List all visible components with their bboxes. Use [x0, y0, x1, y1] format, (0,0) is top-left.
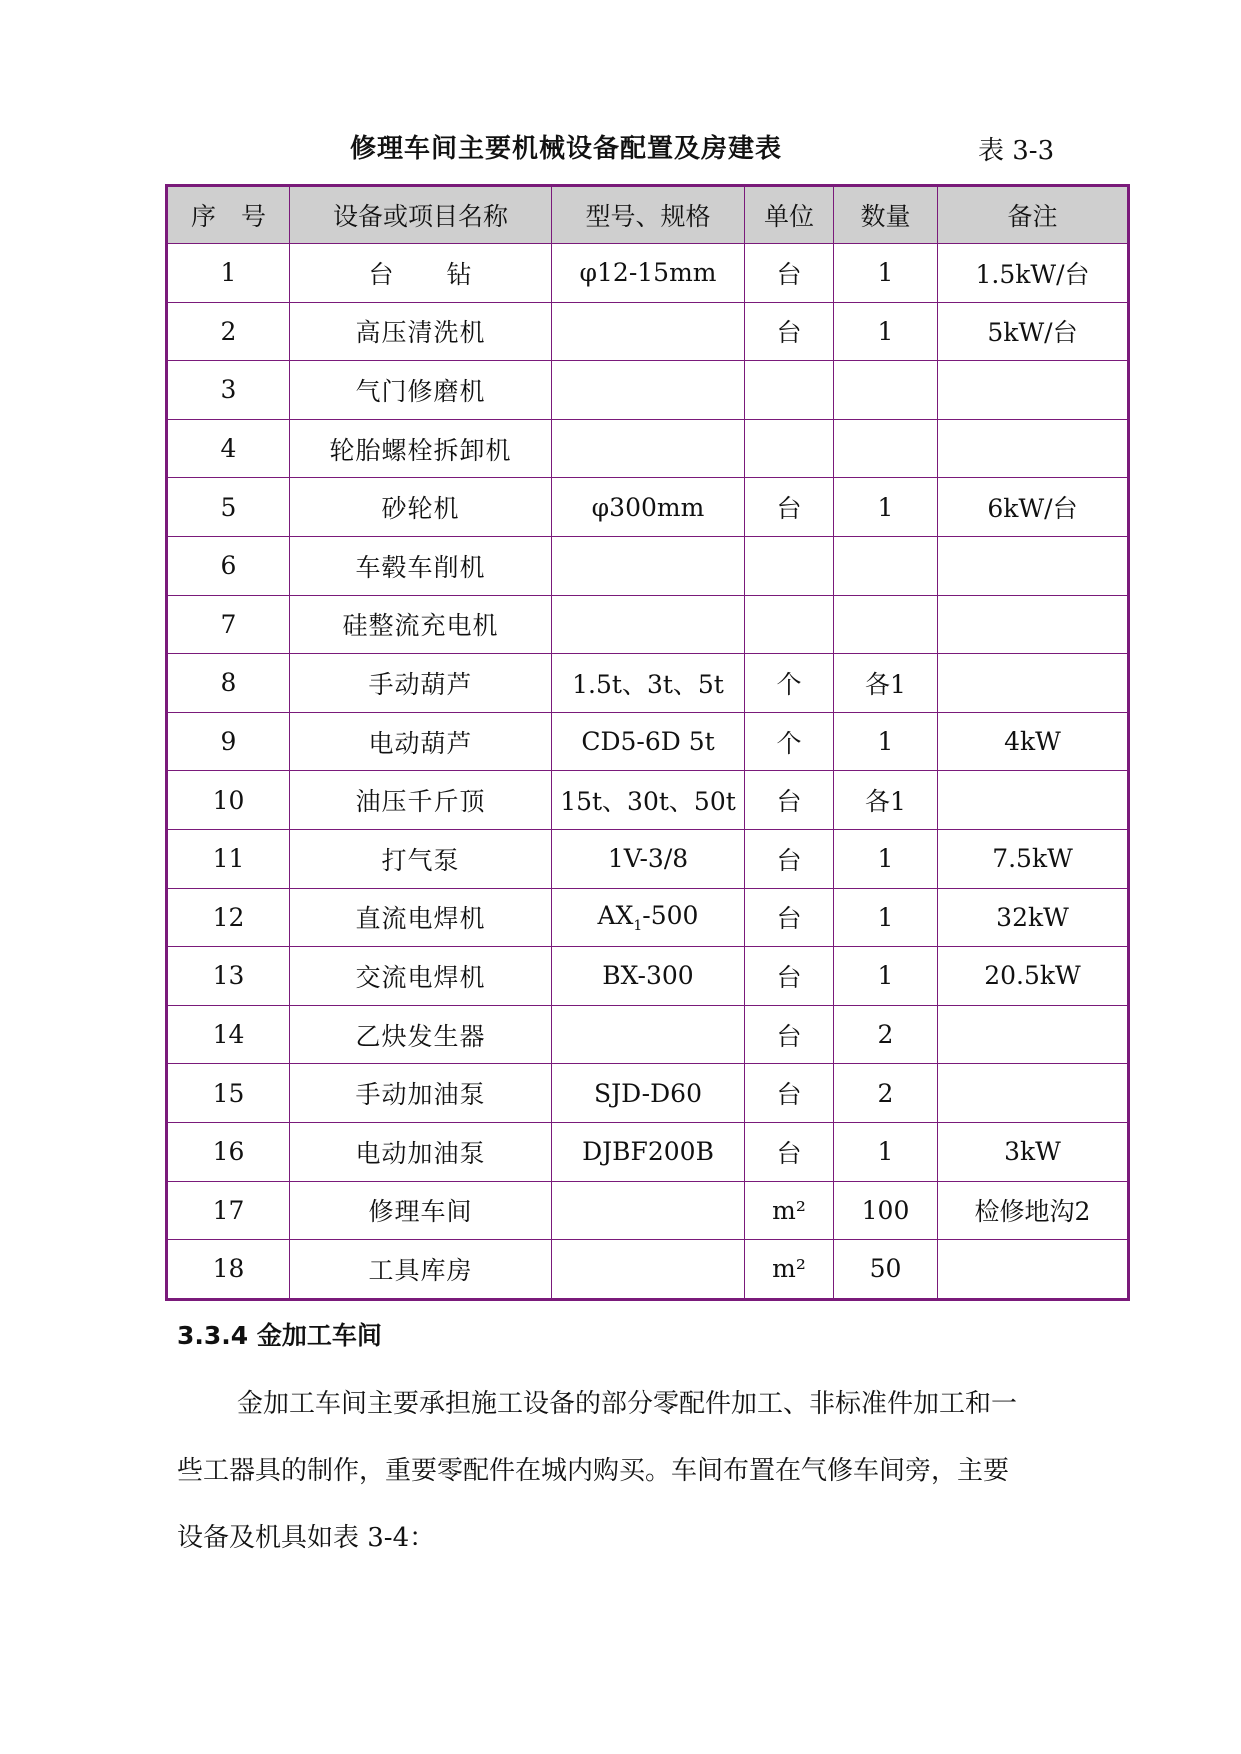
- cell-col-remark: [938, 361, 1129, 420]
- cell-col-unit: 台: [745, 947, 834, 1006]
- cell-col-unit: 台: [745, 1064, 834, 1123]
- table-row: [167, 771, 1129, 830]
- cell-col-name: 车毂车削机: [290, 536, 552, 595]
- cell-col-model: [552, 1181, 745, 1240]
- cell-col-name: 直流电焊机: [290, 888, 552, 947]
- cell-col-unit: 个: [745, 654, 834, 713]
- table-row: [167, 244, 1129, 303]
- section-heading: 3.3.4 金加工车间: [177, 1321, 382, 1350]
- header-col-name: 设备或项目名称: [290, 186, 552, 244]
- cell-col-remark: 5kW/台: [938, 302, 1129, 361]
- cell-col-name: 打气泵: [290, 829, 552, 888]
- header-col-qty: 数量: [834, 186, 938, 244]
- cell-col-qty: 1: [834, 302, 938, 361]
- cell-col-remark: 32kW: [938, 888, 1129, 947]
- cell-col-remark: [938, 536, 1129, 595]
- cell-col-seq: 9: [167, 712, 290, 771]
- cell-col-qty: [834, 536, 938, 595]
- cell-col-qty: 各1: [834, 771, 938, 830]
- cell-col-model: CD5-6D 5t: [552, 712, 745, 771]
- table-row: [167, 361, 1129, 420]
- cell-col-name: 电动葫芦: [290, 712, 552, 771]
- cell-col-model: [552, 302, 745, 361]
- table-row: [167, 712, 1129, 771]
- cell-col-name: 高压清洗机: [290, 302, 552, 361]
- table-row: [167, 595, 1129, 654]
- cell-col-unit: 个: [745, 712, 834, 771]
- cell-col-model: BX-300: [552, 947, 745, 1006]
- cell-col-unit: m²: [745, 1240, 834, 1300]
- cell-col-remark: 1.5kW/台: [938, 244, 1129, 303]
- cell-col-model: 1.5t、3t、5t: [552, 654, 745, 713]
- cell-col-qty: 2: [834, 1064, 938, 1123]
- cell-col-remark: [938, 595, 1129, 654]
- cell-col-seq: 12: [167, 888, 290, 947]
- cell-col-qty: 1: [834, 829, 938, 888]
- cell-col-name: 油压千斤顶: [290, 771, 552, 830]
- cell-col-name: 交流电焊机: [290, 947, 552, 1006]
- cell-col-model: $AX_1-500$: [552, 888, 745, 947]
- header-col-unit: 单位: [745, 186, 834, 244]
- cell-col-model: [552, 1240, 745, 1300]
- header-col-remark: 备注: [938, 186, 1129, 244]
- cell-col-seq: 2: [167, 302, 290, 361]
- cell-col-remark: 20.5kW: [938, 947, 1129, 1006]
- cell-col-model: [552, 419, 745, 478]
- cell-col-name: 乙炔发生器: [290, 1005, 552, 1064]
- cell-col-name: 气门修磨机: [290, 361, 552, 420]
- cell-col-qty: 1: [834, 244, 938, 303]
- cell-col-model: SJD-D60: [552, 1064, 745, 1123]
- cell-col-seq: 15: [167, 1064, 290, 1123]
- cell-col-unit: 台: [745, 1122, 834, 1181]
- table-row: [167, 419, 1129, 478]
- cell-col-seq: 7: [167, 595, 290, 654]
- cell-col-seq: 16: [167, 1122, 290, 1181]
- cell-col-remark: 检修地沟2: [938, 1181, 1129, 1240]
- cell-col-qty: [834, 361, 938, 420]
- cell-col-unit: [745, 595, 834, 654]
- table-row: [167, 829, 1129, 888]
- cell-col-qty: 100: [834, 1181, 938, 1240]
- table-number: 表 3-3: [978, 136, 1055, 166]
- cell-col-model: 15t、30t、50t: [552, 771, 745, 830]
- equipment-table: [165, 184, 1130, 1301]
- cell-col-name: 手动葫芦: [290, 654, 552, 713]
- cell-col-unit: [745, 361, 834, 420]
- cell-col-seq: 17: [167, 1181, 290, 1240]
- cell-col-unit: 台: [745, 771, 834, 830]
- cell-col-qty: 1: [834, 478, 938, 537]
- table-row: [167, 302, 1129, 361]
- cell-col-unit: [745, 419, 834, 478]
- table-row: [167, 1181, 1129, 1240]
- paragraph-line-1: 金加工车间主要承担施工设备的部分零配件加工、非标准件加工和一: [237, 1389, 1018, 1419]
- cell-col-unit: 台: [745, 888, 834, 947]
- cell-col-qty: 1: [834, 1122, 938, 1181]
- cell-col-name: 砂轮机: [290, 478, 552, 537]
- cell-col-qty: 2: [834, 1005, 938, 1064]
- cell-col-remark: 3kW: [938, 1122, 1129, 1181]
- cell-col-name: 轮胎螺栓拆卸机: [290, 419, 552, 478]
- cell-col-seq: 18: [167, 1240, 290, 1300]
- cell-col-unit: [745, 536, 834, 595]
- cell-col-remark: [938, 654, 1129, 713]
- cell-col-seq: 6: [167, 536, 290, 595]
- cell-col-unit: m²: [745, 1181, 834, 1240]
- cell-col-seq: 5: [167, 478, 290, 537]
- table-row: [167, 1240, 1129, 1300]
- table-row: [167, 947, 1129, 1006]
- cell-col-qty: 1: [834, 947, 938, 1006]
- header-col-seq: 序 号: [167, 186, 290, 244]
- header-row: [167, 186, 1129, 244]
- cell-col-model: [552, 1005, 745, 1064]
- cell-col-remark: [938, 419, 1129, 478]
- cell-col-name: 台 钻: [290, 244, 552, 303]
- cell-col-remark: [938, 1240, 1129, 1300]
- cell-col-remark: 7.5kW: [938, 829, 1129, 888]
- cell-col-name: 手动加油泵: [290, 1064, 552, 1123]
- cell-col-model: DJBF200B: [552, 1122, 745, 1181]
- cell-col-name: 修理车间: [290, 1181, 552, 1240]
- header-col-model: 型号、规格: [552, 186, 745, 244]
- cell-col-model: [552, 595, 745, 654]
- cell-col-remark: [938, 1005, 1129, 1064]
- cell-col-seq: 8: [167, 654, 290, 713]
- cell-col-model: [552, 361, 745, 420]
- table-title: 修理车间主要机械设备配置及房建表: [350, 134, 783, 164]
- cell-col-seq: 14: [167, 1005, 290, 1064]
- cell-col-qty: [834, 419, 938, 478]
- cell-col-name: 工具库房: [290, 1240, 552, 1300]
- cell-col-seq: 11: [167, 829, 290, 888]
- table-row: [167, 888, 1129, 947]
- cell-col-remark: [938, 1064, 1129, 1123]
- cell-col-seq: 10: [167, 771, 290, 830]
- table-row: [167, 536, 1129, 595]
- table-body: [167, 244, 1129, 1300]
- paragraph-line-2: 些工器具的制作，重要零配件在城内购买。车间布置在气修车间旁，主要: [177, 1456, 1010, 1486]
- table-row: [167, 1122, 1129, 1181]
- cell-col-name: 电动加油泵: [290, 1122, 552, 1181]
- cell-col-unit: 台: [745, 1005, 834, 1064]
- table-row: [167, 654, 1129, 713]
- cell-col-qty: 各1: [834, 654, 938, 713]
- cell-col-qty: [834, 595, 938, 654]
- cell-col-remark: 6kW/台: [938, 478, 1129, 537]
- table-header: [167, 186, 1129, 244]
- cell-col-unit: 台: [745, 478, 834, 537]
- cell-col-model: 1V-3/8: [552, 829, 745, 888]
- cell-col-remark: 4kW: [938, 712, 1129, 771]
- table-row: [167, 478, 1129, 537]
- cell-col-unit: 台: [745, 244, 834, 303]
- cell-col-seq: 13: [167, 947, 290, 1006]
- cell-col-seq: 4: [167, 419, 290, 478]
- cell-col-qty: 1: [834, 712, 938, 771]
- cell-col-model: [552, 536, 745, 595]
- cell-col-remark: [938, 771, 1129, 830]
- cell-col-model: φ12-15mm: [552, 244, 745, 303]
- paragraph-line-3: 设备及机具如表 3-4：: [177, 1523, 436, 1553]
- table-row: [167, 1005, 1129, 1064]
- cell-col-model: φ300mm: [552, 478, 745, 537]
- cell-col-name: 硅整流充电机: [290, 595, 552, 654]
- cell-col-seq: 3: [167, 361, 290, 420]
- cell-col-seq: 1: [167, 244, 290, 303]
- cell-col-qty: 1: [834, 888, 938, 947]
- cell-col-unit: 台: [745, 829, 834, 888]
- cell-col-qty: 50: [834, 1240, 938, 1300]
- table-row: [167, 1064, 1129, 1123]
- cell-col-unit: 台: [745, 302, 834, 361]
